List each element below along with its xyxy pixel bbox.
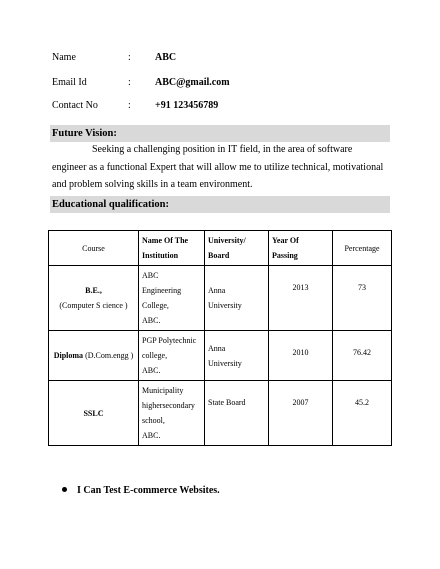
course-cell	[49, 266, 139, 331]
course-cell	[49, 331, 139, 381]
institution-line: Engineering	[142, 286, 182, 295]
vision-line-2: engineer as a functional Expert that will allow me to utilize technical, motivational	[52, 162, 384, 173]
name-separator: :	[128, 52, 131, 63]
skill-text: I Can Test E-commerce Websites.	[77, 485, 220, 496]
course-main: Diploma	[53, 351, 84, 360]
table-row	[49, 266, 392, 331]
institution-line: ABC.	[142, 316, 161, 325]
course-sub: (D.Com.engg )	[83, 351, 134, 360]
board-cell	[205, 381, 269, 446]
bullet-icon	[62, 487, 67, 492]
name-label: Name	[52, 52, 76, 63]
vision-line-3: and problem solving skills in a team environment.	[52, 179, 253, 190]
percentage-cell	[333, 381, 392, 446]
contact-value: +91 123456789	[155, 100, 219, 111]
institution-line: College,	[142, 301, 169, 310]
name-value: ABC	[155, 52, 177, 63]
header-year-line-1: Year Of	[272, 236, 299, 245]
header-year-line-2: Passing	[272, 251, 298, 260]
institution-line: highersecondary	[142, 401, 195, 410]
header-board	[205, 231, 269, 266]
institution-line: ABC	[142, 271, 159, 280]
year-value: 2007	[292, 398, 309, 407]
institution-cell	[139, 331, 205, 381]
contact-separator: :	[128, 100, 131, 111]
email-separator: :	[128, 77, 131, 88]
header-year	[269, 231, 333, 266]
percentage-cell	[333, 266, 392, 331]
board-line: Anna	[208, 343, 226, 353]
year-value: 2013	[292, 283, 309, 292]
board-line: University	[208, 358, 242, 368]
board-cell	[205, 331, 269, 381]
year-cell	[269, 381, 333, 446]
institution-line: Municipality	[142, 386, 184, 395]
course-cell	[49, 381, 139, 446]
email-value: ABC@gmail.com	[155, 77, 230, 88]
header-percentage: Percentage	[333, 231, 392, 266]
institution-cell	[139, 266, 205, 331]
percentage-value: 73	[358, 283, 366, 292]
course-main: SSLC	[83, 408, 104, 418]
percentage-value: 45.2	[355, 398, 369, 407]
percentage-value: 76.42	[353, 348, 371, 357]
header-board-line-1: University/	[208, 236, 246, 245]
email-label: Email Id	[52, 77, 87, 88]
table-row	[49, 381, 392, 446]
course-main: B.E.,	[85, 286, 102, 295]
skill-list-item	[62, 485, 220, 496]
year-cell	[269, 266, 333, 331]
year-value: 2010	[292, 348, 309, 357]
table-row	[49, 331, 392, 381]
header-board-line-2: Board	[208, 251, 230, 260]
future-vision-heading: Future Vision:	[50, 125, 390, 142]
percentage-cell	[333, 331, 392, 381]
board-line: State Board	[208, 398, 246, 407]
board-line: University	[208, 301, 242, 310]
institution-line: ABC.	[142, 431, 161, 440]
contact-label: Contact No	[52, 100, 98, 111]
header-institution-line-2: Institution	[142, 251, 179, 260]
vision-line-1: Seeking a challenging position in IT field, in the area of software	[92, 144, 353, 155]
education-heading: Educational qualification:	[50, 196, 390, 213]
education-table	[48, 230, 392, 446]
institution-line: ABC.	[142, 366, 161, 375]
header-institution-line-1: Name Of The	[142, 236, 189, 245]
institution-line: school,	[142, 416, 165, 425]
header-institution	[139, 231, 205, 266]
institution-line: college,	[142, 351, 168, 360]
institution-cell	[139, 381, 205, 446]
board-cell	[205, 266, 269, 331]
year-cell	[269, 331, 333, 381]
table-header-row	[49, 231, 392, 266]
institution-line: PGP Polytechnic	[142, 336, 197, 345]
header-course: Course	[49, 231, 139, 266]
board-line: Anna	[208, 286, 226, 295]
course-sub: (Computer S cience )	[59, 301, 128, 310]
